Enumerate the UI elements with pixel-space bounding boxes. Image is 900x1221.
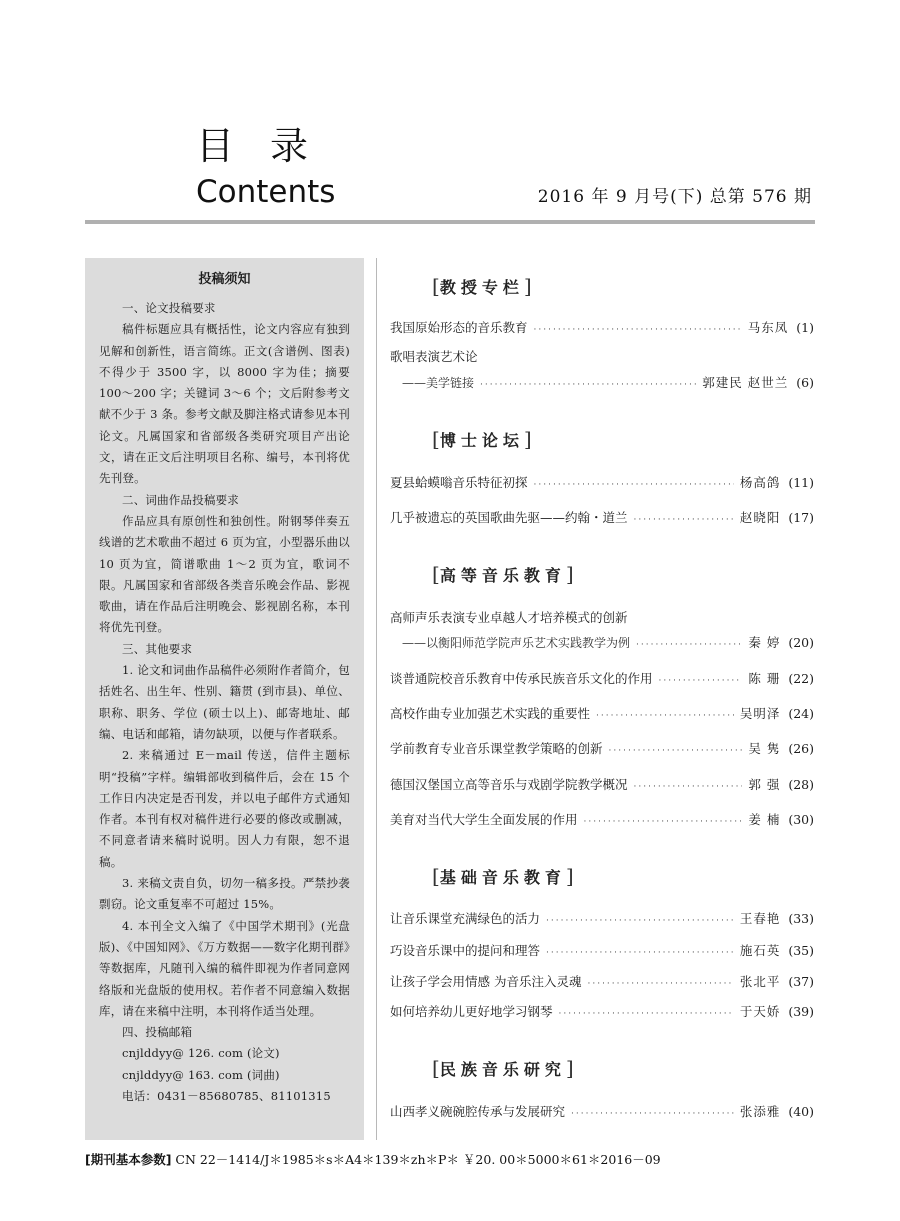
notice-heading: 三、其他要求 bbox=[122, 641, 193, 656]
journal-parameters-text: CN 22－1414/J＊1985＊s＊A4＊139＊zh＊P＊ ￥20. 00＊5000＊61＊2016－09 bbox=[175, 1152, 661, 1167]
notice-paragraph: 3. 来稿文责自负，切勿一稿多投。严禁抄袭剽窃。论文重复率不可超过 15%。 bbox=[99, 876, 350, 912]
email-papers: cnjlddyy@ 126. com (论文) bbox=[122, 1046, 280, 1061]
toc-entry[interactable]: ——以衡阳师范学院声乐艺术实践教学为例 ····· 秦 婷 (20) bbox=[390, 634, 814, 654]
journal-parameters-label: [期刊基本参数] bbox=[85, 1152, 172, 1167]
toc-entry[interactable]: ——美学链接 ····· 郭建民 赵世兰 (6) bbox=[390, 374, 814, 394]
page-title-english: Contents bbox=[196, 174, 336, 210]
column-divider bbox=[376, 258, 377, 1140]
section-header-professor-column: [教授专栏] bbox=[432, 274, 532, 298]
section-header-higher-music-education: [高等音乐教育] bbox=[432, 562, 574, 586]
submission-notice-panel bbox=[85, 258, 364, 1140]
toc-entry[interactable]: 夏县蛤蟆嗡音乐特征初探 ····· 杨高鸽 (11) bbox=[390, 474, 814, 494]
toc-entry[interactable]: 高校作曲专业加强艺术实践的重要性 ····· 吴明泽 (24) bbox=[390, 705, 814, 725]
notice-paragraph: 稿件标题应具有概括性，论文内容应有独到见解和创新性，语言简练。正文(含谱例、图表) 不得少于 3500 字，以 8000 字为佳；摘要 100～200 字；关键词 3～6 个；文后附参考文献不少于 3 条。参考文献及脚注格式请参见本刊论文。凡属国家和省部级各类研究项目产出论文，请在正文后注明项目名称、编号，本刊将优先刊登。 bbox=[99, 322, 350, 486]
email-music: cnjlddyy@ 163. com (词曲) bbox=[122, 1067, 280, 1082]
toc-entry[interactable]: 我国原始形态的音乐教育 ····· 马东凤 (1) bbox=[390, 319, 814, 339]
notice-paragraph: 作品应具有原创性和独创性。附钢琴伴奏五线谱的艺术歌曲不超过 6 页为宜，小型器乐曲以 10 页为宜，简谱歌曲 1～2 页为宜，歌词不限。凡属国家和省部级各类音乐晚会作品、影视歌曲，请在作品后注明晚会、影视剧名称，本刊将优先刊登。 bbox=[99, 513, 350, 635]
toc-entry-title[interactable]: 歌唱表演艺术论 bbox=[390, 349, 478, 364]
toc-entry[interactable]: 谈普通院校音乐教育中传承民族音乐文化的作用 ····· 陈 珊 (22) bbox=[390, 670, 814, 690]
notice-heading: 四、投稿邮箱 bbox=[122, 1025, 193, 1040]
toc-entry[interactable]: 德国汉堡国立高等音乐与戏剧学院教学概况 ····· 郭 强 (28) bbox=[390, 776, 814, 796]
toc-entry[interactable]: 山西孝义碗碗腔传承与发展研究 ····· 张添雅 (40) bbox=[390, 1103, 814, 1123]
toc-entry-title[interactable]: 高师声乐表演专业卓越人才培养模式的创新 bbox=[390, 610, 628, 625]
notice-paragraph: 4. 本刊全文入编了《中国学术期刊》(光盘版)、《中国知网》、《万方数据——数字化期刊群》等数据库，凡随刊入编的稿件即视为作者同意网络版和光盘版的使用权。若作者不同意编入数据库，请在来稿中注明，本刊将作适当处理。 bbox=[99, 918, 350, 1018]
page-title-chinese: 目录 bbox=[196, 124, 345, 168]
section-header-basic-music-education: [基础音乐教育] bbox=[432, 864, 574, 888]
section-header-ethnic-music-research: [民族音乐研究] bbox=[432, 1056, 574, 1080]
notice-title: 投稿须知 bbox=[198, 272, 251, 287]
toc-entry[interactable]: 学前教育专业音乐课堂教学策略的创新 ····· 吴 隽 (26) bbox=[390, 740, 814, 760]
journal-parameters bbox=[85, 1150, 661, 1170]
toc-entry[interactable]: 如何培养幼儿更好地学习钢琴 ····· 于天娇 (39) bbox=[390, 1003, 814, 1023]
toc-entry[interactable]: 几乎被遗忘的英国歌曲先驱——约翰・道兰 ····· 赵晓阳 (17) bbox=[390, 509, 814, 529]
toc-entry[interactable]: 巧设音乐课中的提问和理答 ····· 施石英 (35) bbox=[390, 942, 814, 962]
toc-entry[interactable]: 美育对当代大学生全面发展的作用 ····· 姜 楠 (30) bbox=[390, 811, 814, 831]
notice-heading: 二、词曲作品投稿要求 bbox=[122, 492, 239, 507]
toc-entry[interactable]: 让音乐课堂充满绿色的活力 ····· 王春艳 (33) bbox=[390, 910, 814, 930]
notice-paragraph: 2. 来稿通过 E－mail 传送，信件主题标明“投稿”字样。编辑部收到稿件后，会在 15 个工作日内决定是否刊发，并以电子邮件方式通知作者。本刊有权对稿件进行必要的修改或删减，不同意者请来稿时说明。因人力有限，恕不退稿。 bbox=[99, 748, 350, 869]
section-header-doctoral-forum: [博士论坛] bbox=[432, 427, 532, 451]
header-divider bbox=[85, 220, 815, 224]
notice-heading: 一、论文投稿要求 bbox=[122, 301, 216, 315]
toc-entry[interactable]: 让孩子学会用情感 为音乐注入灵魂 ····· 张北平 (37) bbox=[390, 973, 814, 993]
notice-paragraph: 1. 论文和词曲作品稿件必须附作者简介，包括姓名、出生年、性别、籍贯 (到市县)、单位、职称、职务、学位 (硕士以上)、邮寄地址、邮编、电话和邮箱，请勿缺项，以便与作者联系。 bbox=[99, 663, 350, 741]
phone-numbers: 电话：0431－85680785、81101315 bbox=[122, 1088, 331, 1103]
issue-info: 2016 年 9 月号(下) 总第 576 期 bbox=[537, 187, 812, 207]
